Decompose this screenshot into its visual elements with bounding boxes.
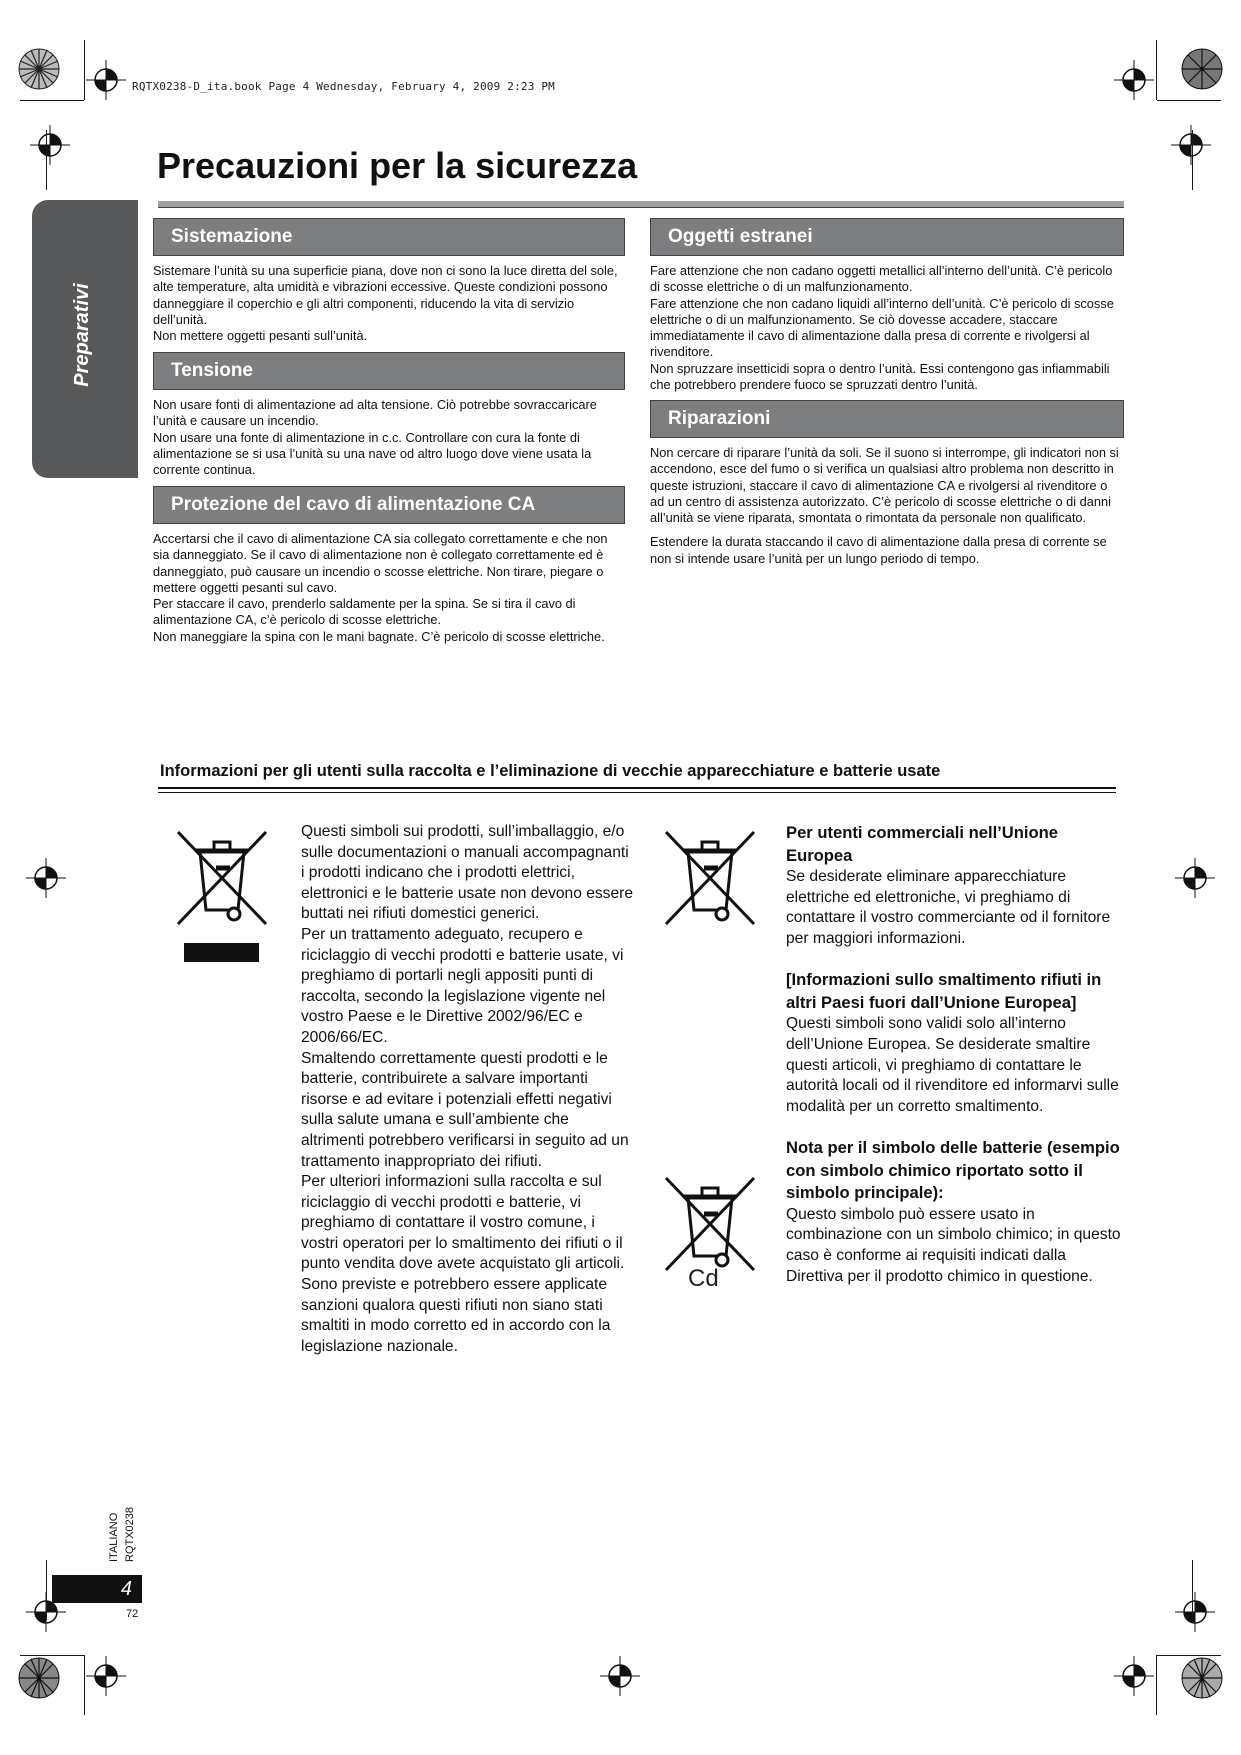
registration-mark-icon [86, 60, 126, 100]
paragraph: Fare attenzione che non cadano oggetti metallici all’interno dell’unità. C’è pericolo di scosse elettriche o di un malfunzionamento. [650, 263, 1113, 295]
disposal-left-text [301, 822, 633, 1357]
page-title: Precauzioni per la sicurezza [157, 145, 638, 186]
paragraph: Estendere la durata staccando il cavo di alimentazione dalla presa di corrente se non si intende usare l’unità per un lungo periodo di tempo. [650, 534, 1107, 566]
registration-mark-icon [30, 125, 70, 165]
section-body-oggetti-estranei [650, 263, 1124, 393]
section-body-protezione-cavo [153, 531, 625, 645]
separate-collection-bar [184, 943, 259, 962]
paragraph: Non spruzzare insetticidi sopra o dentro l’unità. Essi contengono gas infiammabili che potrebbero prendere fuoco se spruzzati dentro l’unità. [650, 360, 1110, 393]
chemical-symbol: Cd [688, 1265, 719, 1292]
registration-mark-icon [26, 858, 66, 898]
page-number: 4 [52, 1575, 142, 1603]
document-code: RQTX0238 [124, 1506, 136, 1562]
section-heading-riparazioni: Riparazioni [650, 400, 1124, 438]
paragraph: Sono previste e potrebbero essere applicate sanzioni qualora questi rifiuti non siano stati smaltiti in modo corretto ed in accordo con la legislazione nazionale. [301, 1276, 611, 1355]
paragraph: Smaltendo correttamente questi prodotti e le batterie, contribuirete a salvare importanti risorse e ad evitare i potenziali effetti negativi sulla salute umana e sull’ambiente che altrimenti potrebbero verificarsi in seguito ad un trattamento inappropriato dei rifiuti. [301, 1049, 629, 1170]
paragraph: Se desiderate eliminare apparecchiature elettriche ed elettroniche, vi preghiamo di contattare il vostro commerciante od il fornitore per maggiori informazioni. [786, 868, 1111, 947]
title-rule-line [158, 207, 1124, 208]
block-heading: Per utenti commerciali nell’Unione Europea [786, 823, 1059, 865]
info-block [786, 969, 1121, 1117]
paragraph: Questi simboli sui prodotti, sull’imballaggio, e/o sulle documentazioni o manuali accompagnanti i prodotti indicano che i prodotti elettrici, elettronici e le batterie usate non devono essere buttati nei rifiuti domestici generici. [301, 823, 634, 923]
crossed-out-wheelie-bin-icon [660, 1172, 760, 1276]
paragraph: Questi simboli sono validi solo all’interno dell’Unione Europea. Se desiderate smaltire questi articoli, vi preghiamo di contattare le autorità locali od il rivenditore ed informarvi sulle modalità per un corretto smaltimento. [786, 1015, 1119, 1115]
paragraph: Non usare fonti di alimentazione ad alta tensione. Ciò potrebbe sovraccaricare l’unità e causare un incendio. [153, 397, 597, 429]
paragraph: Non usare una fonte di alimentazione in c.c. Controllare con cura la fonte di alimentazione se si usa l’unità su una nave od altro luogo dove viene usata la corrente continua. [153, 429, 592, 478]
section-heading-oggetti-estranei: Oggetti estranei [650, 218, 1124, 256]
crossed-out-wheelie-bin-icon [660, 826, 760, 930]
crossed-out-wheelie-bin-icon [172, 826, 272, 930]
paragraph: Non maneggiare la spina con le mani bagnate. C’è pericolo di scosse elettriche. [153, 628, 605, 644]
section-body-tensione [153, 397, 625, 478]
paragraph: Accertarsi che il cavo di alimentazione CA sia collegato correttamente e che non sia danneggiato. Se il cavo di alimentazione non è collegato correttamente ed è danneggiato, può causare un incendio o scosse elettriche. Non tirare, piegare o mettere oggetti pesanti sul cavo. [153, 531, 608, 595]
registration-mark-icon [1175, 858, 1215, 898]
paragraph: Per staccare il cavo, prenderlo saldamente per la spina. Se si tira il cavo di alimentazione CA, c’è pericolo di scosse elettriche. [153, 596, 576, 628]
language-label: ITALIANO [108, 1512, 120, 1562]
paragraph: Fare attenzione che non cadano liquidi all’interno dell’unità. C’è pericolo di scosse elettriche o di un malfunzionamento. Se ciò dovesse accadere, staccare immediatamente il cavo di alimentazione dalla presa di corrente e rivolgersi al rivenditore. [650, 295, 1114, 360]
info-block [786, 1137, 1121, 1287]
info-block [786, 822, 1121, 949]
color-bar-rosette-icon [1181, 1657, 1223, 1699]
registration-mark-icon [1171, 125, 1211, 165]
color-bar-rosette-icon [18, 1657, 60, 1699]
block-heading: Nota per il simbolo delle batterie (esempio con simbolo chimico riportato sotto il simbolo principale): [786, 1138, 1120, 1203]
disposal-title: Informazioni per gli utenti sulla raccolta e l’eliminazione di vecchie apparecchiature e batterie usate [160, 762, 941, 780]
disposal-rule [158, 787, 1116, 789]
disposal-right-text [786, 822, 1121, 1307]
registration-mark-icon [1175, 1592, 1215, 1632]
section-body-riparazioni [650, 445, 1124, 567]
registration-mark-icon [600, 1656, 640, 1696]
paragraph: Non cercare di riparare l’unità da soli. Se il suono si interrompe, gli indicatori non si accendono, esce del fumo o si verifica un qualsiasi altro problema non descritto in queste istruzioni, staccare il cavo di alimentazione CA e rivolgersi al rivenditore o ad un centro di assistenza autorizzato. C’è pericolo di scosse elettriche o di danni all’unità se viene riparata, smontata o rimontata da personale non qualificato. [650, 445, 1119, 526]
section-body-sistemazione [153, 263, 625, 344]
registration-mark-icon [1114, 1656, 1154, 1696]
page-sub-number: 72 [126, 1608, 139, 1620]
section-heading-tensione: Tensione [153, 352, 625, 390]
paragraph: Per un trattamento adeguato, recupero e riciclaggio di vecchi prodotti e batterie usate, vi preghiamo di portarli negli appositi punti di raccolta, secondo la legislazione vigente nel vostro Paese e le Direttive 2002/96/EC e 2006/66/EC. [301, 925, 624, 1046]
registration-mark-icon [86, 1656, 126, 1696]
paragraph: Questo simbolo può essere usato in combinazione con un simbolo chimico; in questo caso è conforme ai requisiti indicati dalla Direttiva per il prodotto chimico in questione. [786, 1205, 1121, 1285]
paragraph: Sistemare l’unità su una superficie piana, dove non ci sono la luce diretta del sole, alte temperature, alta umidità e vibrazioni eccessive. Queste condizioni possono danneggiare il coperchio e gli altri componenti, riducendo la vita di servizio dell’unità. [153, 263, 618, 327]
paragraph: Per ulteriori informazioni sulla raccolta e sul riciclaggio di vecchi prodotti e batterie, vi preghiamo di contattare il vostro comune, i vostri operatori per lo smaltimento dei rifiuti o il punto vendita dove avete acquistato gli articoli. [301, 1173, 625, 1273]
section-heading-protezione-cavo: Protezione del cavo di alimentazione CA [153, 486, 625, 524]
section-heading-sistemazione: Sistemazione [153, 218, 625, 256]
print-file-info: RQTX0238-D_ita.book Page 4 Wednesday, February 4, 2009 2:23 PM [132, 80, 555, 93]
block-heading: [Informazioni sullo smaltimento rifiuti in altri Paesi fuori dall’Unione Europea] [786, 970, 1102, 1012]
registration-mark-icon [1114, 60, 1154, 100]
color-bar-rosette-icon [18, 48, 60, 90]
paragraph: Non mettere oggetti pesanti sull’unità. [153, 328, 368, 344]
color-bar-rosette-icon [1181, 48, 1223, 90]
disposal-rule-line [158, 792, 1116, 793]
section-tab-label: Preparativi [71, 283, 93, 387]
